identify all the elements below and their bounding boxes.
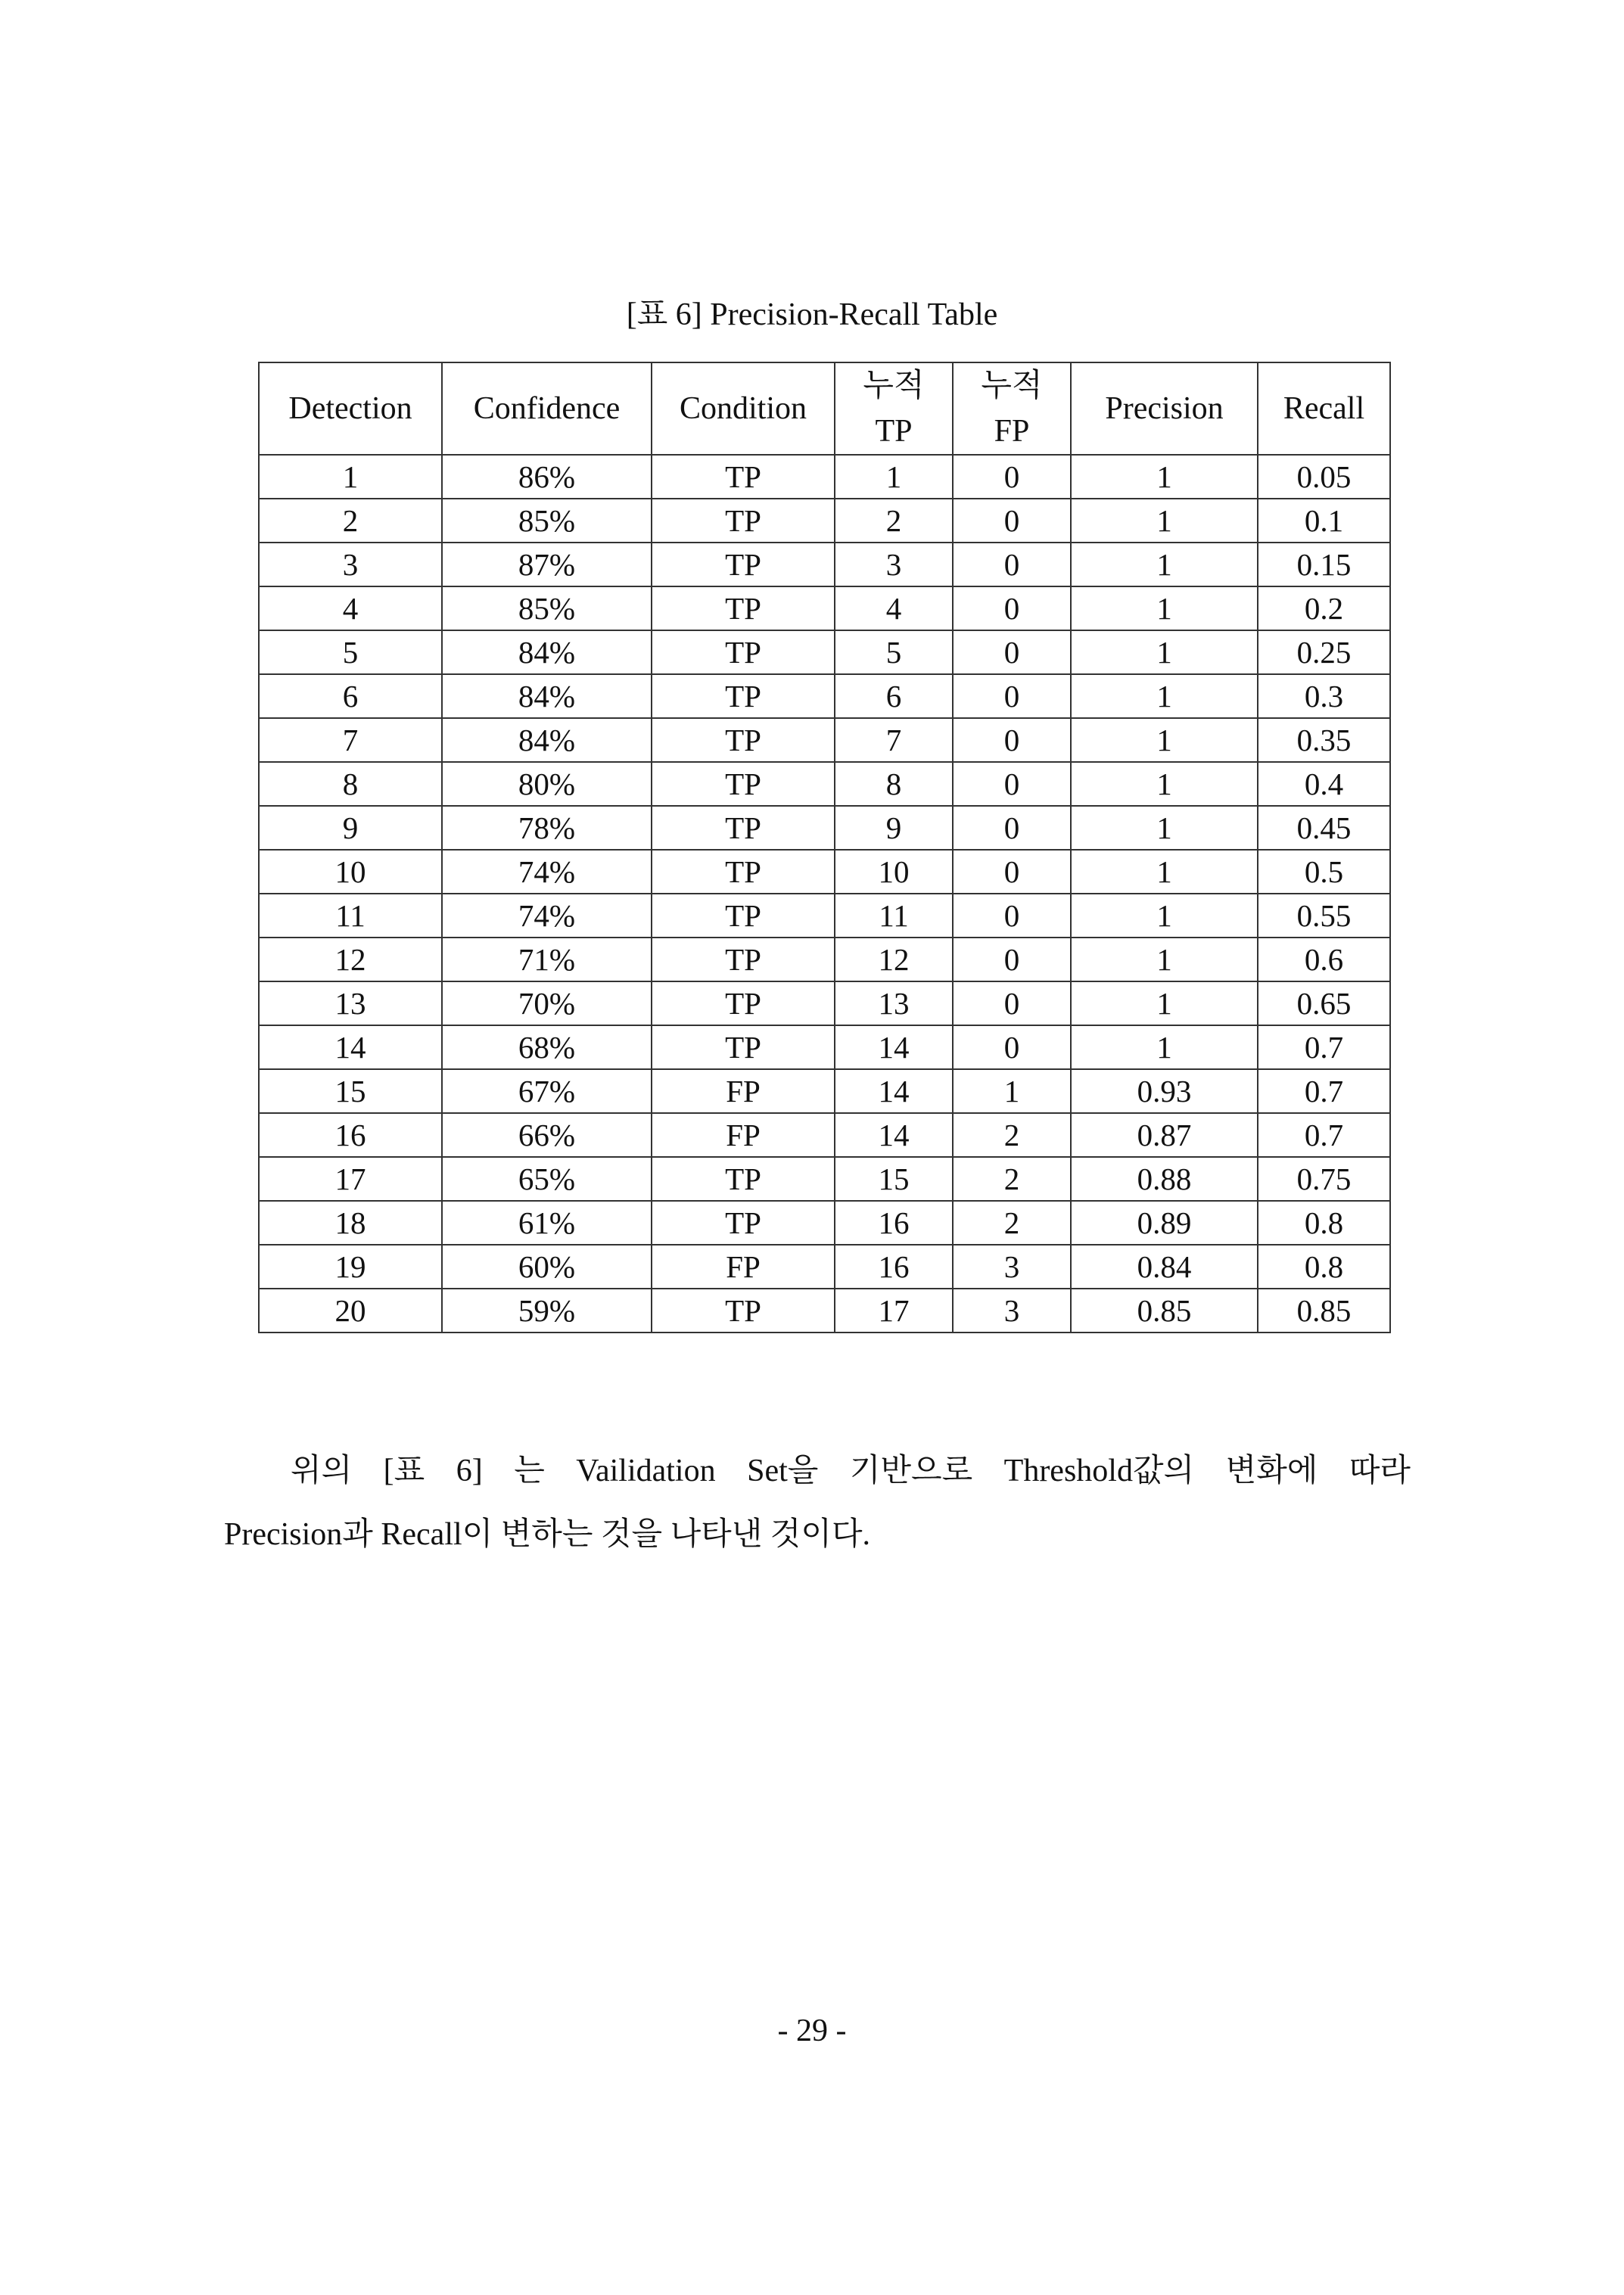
cell-condition: TP bbox=[652, 1289, 835, 1333]
cell-precision: 0.93 bbox=[1071, 1069, 1258, 1113]
cell-cumulative-fp: 0 bbox=[953, 499, 1071, 543]
table-row bbox=[259, 543, 1390, 586]
cell-precision: 1 bbox=[1071, 630, 1258, 674]
cell-detection: 13 bbox=[259, 981, 442, 1025]
body-paragraph bbox=[224, 1439, 1411, 1566]
cell-confidence: 84% bbox=[442, 630, 652, 674]
cell-cumulative-tp: 3 bbox=[835, 543, 953, 586]
cell-detection: 16 bbox=[259, 1113, 442, 1157]
cell-recall: 0.15 bbox=[1258, 543, 1390, 586]
cell-cumulative-tp: 14 bbox=[835, 1113, 953, 1157]
header-cumulative-fp-bottom: FP bbox=[994, 414, 1030, 449]
page-number: - 29 - bbox=[777, 2014, 847, 2048]
cell-detection: 4 bbox=[259, 586, 442, 630]
cell-detection: 6 bbox=[259, 674, 442, 718]
header-confidence: Confidence bbox=[442, 362, 652, 455]
cell-condition: TP bbox=[652, 850, 835, 894]
cell-cumulative-fp: 2 bbox=[953, 1201, 1071, 1245]
cell-recall: 0.1 bbox=[1258, 499, 1390, 543]
cell-recall: 0.4 bbox=[1258, 762, 1390, 806]
table-row bbox=[259, 1025, 1390, 1069]
cell-condition: TP bbox=[652, 455, 835, 499]
table-row bbox=[259, 1289, 1390, 1333]
table-row bbox=[259, 1157, 1390, 1201]
table-row bbox=[259, 1069, 1390, 1113]
cell-cumulative-tp: 1 bbox=[835, 455, 953, 499]
cell-cumulative-fp: 0 bbox=[953, 938, 1071, 981]
cell-cumulative-fp: 0 bbox=[953, 543, 1071, 586]
cell-recall: 0.05 bbox=[1258, 455, 1390, 499]
cell-recall: 0.65 bbox=[1258, 981, 1390, 1025]
cell-condition: TP bbox=[652, 894, 835, 938]
cell-condition: TP bbox=[652, 499, 835, 543]
cell-cumulative-fp: 0 bbox=[953, 981, 1071, 1025]
header-recall: Recall bbox=[1258, 362, 1390, 455]
cell-precision: 1 bbox=[1071, 762, 1258, 806]
cell-detection: 19 bbox=[259, 1245, 442, 1289]
header-cumulative-fp bbox=[953, 362, 1071, 455]
cell-confidence: 65% bbox=[442, 1157, 652, 1201]
cell-confidence: 60% bbox=[442, 1245, 652, 1289]
cell-cumulative-tp: 2 bbox=[835, 499, 953, 543]
table-row bbox=[259, 762, 1390, 806]
cell-cumulative-tp: 12 bbox=[835, 938, 953, 981]
table-row bbox=[259, 938, 1390, 981]
header-precision: Precision bbox=[1071, 362, 1258, 455]
cell-confidence: 85% bbox=[442, 499, 652, 543]
header-condition: Condition bbox=[652, 362, 835, 455]
cell-detection: 18 bbox=[259, 1201, 442, 1245]
cell-cumulative-fp: 0 bbox=[953, 762, 1071, 806]
cell-condition: FP bbox=[652, 1245, 835, 1289]
table-row bbox=[259, 1201, 1390, 1245]
cell-cumulative-tp: 11 bbox=[835, 894, 953, 938]
cell-detection: 15 bbox=[259, 1069, 442, 1113]
table-caption: [표 6] Precision-Recall Table bbox=[626, 297, 998, 332]
cell-detection: 1 bbox=[259, 455, 442, 499]
cell-precision: 1 bbox=[1071, 586, 1258, 630]
cell-confidence: 61% bbox=[442, 1201, 652, 1245]
cell-cumulative-tp: 14 bbox=[835, 1025, 953, 1069]
table-row bbox=[259, 894, 1390, 938]
paragraph-line-1: 위의 [표 6] 는 Vailidation Set을 기반으로 Threshold값의 변화에 따라 bbox=[291, 1454, 1411, 1488]
cell-cumulative-tp: 8 bbox=[835, 762, 953, 806]
cell-cumulative-fp: 0 bbox=[953, 1025, 1071, 1069]
table-row bbox=[259, 674, 1390, 718]
cell-cumulative-tp: 4 bbox=[835, 586, 953, 630]
cell-precision: 1 bbox=[1071, 1025, 1258, 1069]
cell-detection: 14 bbox=[259, 1025, 442, 1069]
cell-condition: FP bbox=[652, 1113, 835, 1157]
cell-cumulative-tp: 17 bbox=[835, 1289, 953, 1333]
cell-precision: 0.85 bbox=[1071, 1289, 1258, 1333]
cell-detection: 12 bbox=[259, 938, 442, 981]
table-body bbox=[259, 455, 1390, 1333]
cell-recall: 0.7 bbox=[1258, 1069, 1390, 1113]
cell-cumulative-tp: 15 bbox=[835, 1157, 953, 1201]
cell-cumulative-fp: 0 bbox=[953, 894, 1071, 938]
cell-detection: 9 bbox=[259, 806, 442, 850]
cell-condition: TP bbox=[652, 1025, 835, 1069]
header-cumulative-fp-top: 누적 bbox=[981, 369, 1043, 403]
cell-cumulative-fp: 1 bbox=[953, 1069, 1071, 1113]
header-cumulative-tp bbox=[835, 362, 953, 455]
cell-confidence: 71% bbox=[442, 938, 652, 981]
cell-recall: 0.55 bbox=[1258, 894, 1390, 938]
cell-recall: 0.75 bbox=[1258, 1157, 1390, 1201]
cell-confidence: 87% bbox=[442, 543, 652, 586]
cell-confidence: 84% bbox=[442, 718, 652, 762]
cell-precision: 1 bbox=[1071, 894, 1258, 938]
cell-precision: 0.88 bbox=[1071, 1157, 1258, 1201]
cell-precision: 1 bbox=[1071, 543, 1258, 586]
table-row bbox=[259, 1113, 1390, 1157]
header-cumulative-tp-top: 누적 bbox=[863, 369, 925, 403]
cell-recall: 0.8 bbox=[1258, 1201, 1390, 1245]
cell-cumulative-fp: 0 bbox=[953, 674, 1071, 718]
cell-cumulative-tp: 16 bbox=[835, 1201, 953, 1245]
cell-detection: 3 bbox=[259, 543, 442, 586]
cell-condition: TP bbox=[652, 543, 835, 586]
cell-detection: 17 bbox=[259, 1157, 442, 1201]
cell-condition: TP bbox=[652, 630, 835, 674]
cell-recall: 0.7 bbox=[1258, 1025, 1390, 1069]
cell-recall: 0.3 bbox=[1258, 674, 1390, 718]
cell-precision: 0.89 bbox=[1071, 1201, 1258, 1245]
cell-confidence: 86% bbox=[442, 455, 652, 499]
cell-recall: 0.5 bbox=[1258, 850, 1390, 894]
cell-cumulative-tp: 9 bbox=[835, 806, 953, 850]
cell-cumulative-tp: 13 bbox=[835, 981, 953, 1025]
cell-condition: TP bbox=[652, 981, 835, 1025]
table-row bbox=[259, 718, 1390, 762]
cell-condition: TP bbox=[652, 938, 835, 981]
cell-recall: 0.35 bbox=[1258, 718, 1390, 762]
cell-recall: 0.8 bbox=[1258, 1245, 1390, 1289]
cell-confidence: 85% bbox=[442, 586, 652, 630]
cell-cumulative-fp: 0 bbox=[953, 806, 1071, 850]
table-header-row bbox=[259, 362, 1390, 455]
cell-precision: 1 bbox=[1071, 455, 1258, 499]
cell-condition: TP bbox=[652, 762, 835, 806]
cell-condition: TP bbox=[652, 586, 835, 630]
cell-detection: 10 bbox=[259, 850, 442, 894]
cell-condition: TP bbox=[652, 1157, 835, 1201]
table-row bbox=[259, 455, 1390, 499]
cell-confidence: 66% bbox=[442, 1113, 652, 1157]
cell-cumulative-tp: 16 bbox=[835, 1245, 953, 1289]
cell-recall: 0.45 bbox=[1258, 806, 1390, 850]
cell-cumulative-tp: 10 bbox=[835, 850, 953, 894]
cell-confidence: 74% bbox=[442, 850, 652, 894]
table-row bbox=[259, 586, 1390, 630]
cell-condition: FP bbox=[652, 1069, 835, 1113]
cell-cumulative-fp: 0 bbox=[953, 718, 1071, 762]
cell-detection: 11 bbox=[259, 894, 442, 938]
cell-precision: 1 bbox=[1071, 499, 1258, 543]
cell-cumulative-tp: 7 bbox=[835, 718, 953, 762]
cell-precision: 1 bbox=[1071, 806, 1258, 850]
precision-recall-table bbox=[258, 362, 1391, 1333]
cell-condition: TP bbox=[652, 1201, 835, 1245]
cell-confidence: 70% bbox=[442, 981, 652, 1025]
table-row bbox=[259, 806, 1390, 850]
cell-cumulative-tp: 14 bbox=[835, 1069, 953, 1113]
cell-recall: 0.85 bbox=[1258, 1289, 1390, 1333]
cell-detection: 7 bbox=[259, 718, 442, 762]
cell-cumulative-fp: 3 bbox=[953, 1245, 1071, 1289]
cell-detection: 20 bbox=[259, 1289, 442, 1333]
cell-condition: TP bbox=[652, 718, 835, 762]
table-row bbox=[259, 1245, 1390, 1289]
cell-confidence: 84% bbox=[442, 674, 652, 718]
table-row bbox=[259, 850, 1390, 894]
cell-precision: 0.84 bbox=[1071, 1245, 1258, 1289]
header-cumulative-tp-bottom: TP bbox=[875, 414, 913, 449]
cell-cumulative-fp: 0 bbox=[953, 586, 1071, 630]
cell-confidence: 80% bbox=[442, 762, 652, 806]
cell-confidence: 74% bbox=[442, 894, 652, 938]
cell-precision: 1 bbox=[1071, 718, 1258, 762]
cell-detection: 5 bbox=[259, 630, 442, 674]
cell-cumulative-fp: 0 bbox=[953, 630, 1071, 674]
cell-confidence: 67% bbox=[442, 1069, 652, 1113]
cell-precision: 1 bbox=[1071, 938, 1258, 981]
cell-cumulative-tp: 6 bbox=[835, 674, 953, 718]
cell-detection: 2 bbox=[259, 499, 442, 543]
cell-confidence: 68% bbox=[442, 1025, 652, 1069]
cell-recall: 0.25 bbox=[1258, 630, 1390, 674]
cell-detection: 8 bbox=[259, 762, 442, 806]
paragraph-line-2: Precision과 Recall이 변하는 것을 나타낸 것이다. bbox=[224, 1517, 871, 1552]
cell-recall: 0.2 bbox=[1258, 586, 1390, 630]
cell-precision: 0.87 bbox=[1071, 1113, 1258, 1157]
cell-recall: 0.6 bbox=[1258, 938, 1390, 981]
cell-confidence: 59% bbox=[442, 1289, 652, 1333]
cell-precision: 1 bbox=[1071, 981, 1258, 1025]
table-row bbox=[259, 981, 1390, 1025]
cell-precision: 1 bbox=[1071, 674, 1258, 718]
cell-cumulative-fp: 2 bbox=[953, 1113, 1071, 1157]
cell-cumulative-fp: 0 bbox=[953, 850, 1071, 894]
table-row bbox=[259, 630, 1390, 674]
cell-recall: 0.7 bbox=[1258, 1113, 1390, 1157]
cell-cumulative-fp: 2 bbox=[953, 1157, 1071, 1201]
cell-cumulative-fp: 3 bbox=[953, 1289, 1071, 1333]
cell-cumulative-tp: 5 bbox=[835, 630, 953, 674]
cell-condition: TP bbox=[652, 674, 835, 718]
table-row bbox=[259, 499, 1390, 543]
cell-condition: TP bbox=[652, 806, 835, 850]
cell-confidence: 78% bbox=[442, 806, 652, 850]
header-detection: Detection bbox=[259, 362, 442, 455]
cell-precision: 1 bbox=[1071, 850, 1258, 894]
cell-cumulative-fp: 0 bbox=[953, 455, 1071, 499]
